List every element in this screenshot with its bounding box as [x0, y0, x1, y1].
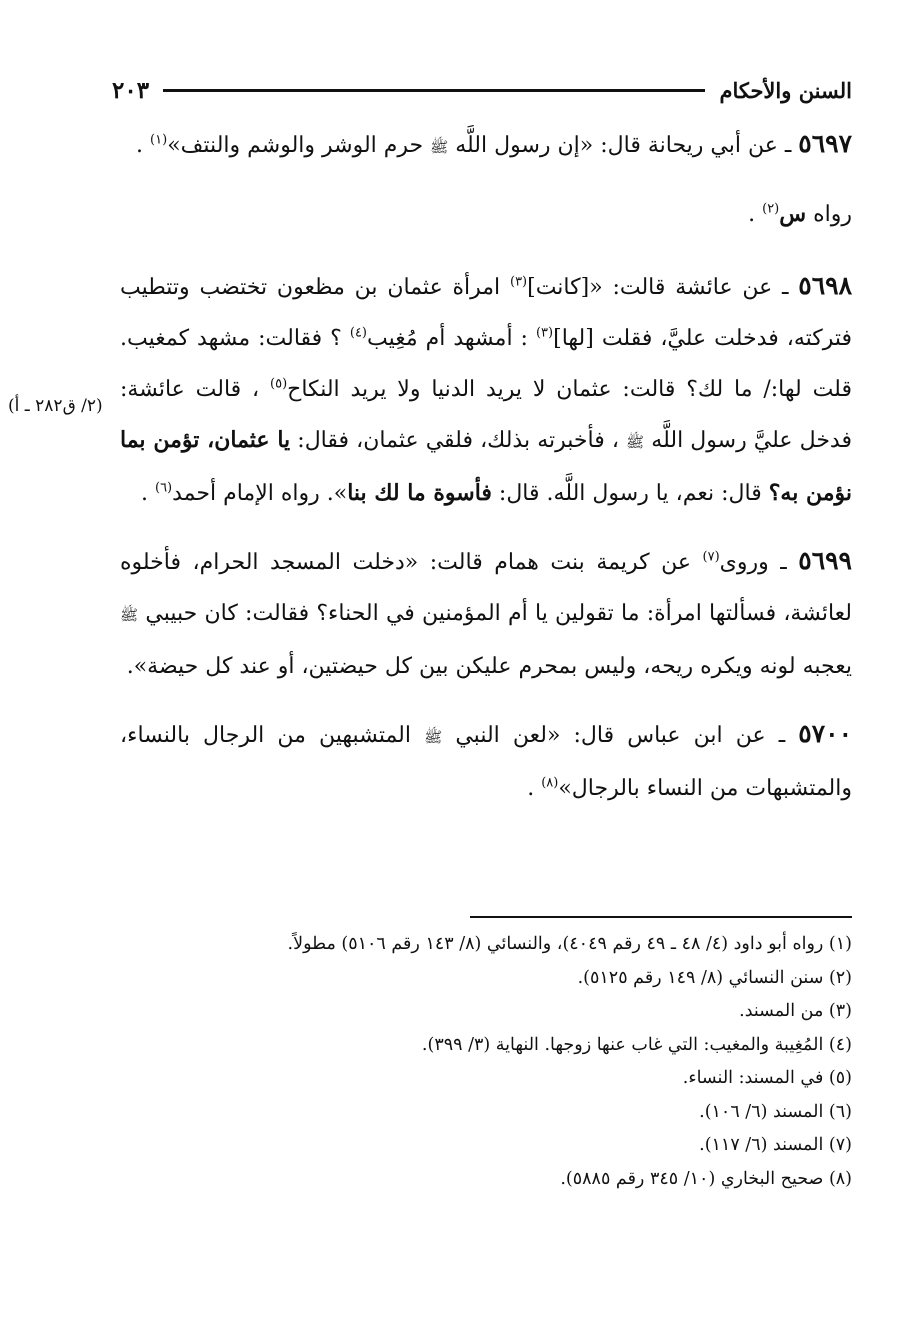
footnote-ref: (٦): [154, 480, 173, 496]
nasai-symbol: س: [779, 201, 807, 227]
header-rule: [163, 89, 705, 92]
narrated-by-line: رواه س$^{(٢)}$ .: [748, 201, 852, 227]
bold-quote: فأسوة ما لك بنا: [347, 480, 492, 506]
footnote-6: (٦) المسند (٦/ ١٠٦).: [699, 1101, 852, 1122]
margin-manuscript-ref: (٢/ ق٢٨٢ ـ أ): [8, 396, 103, 416]
footnote-3: (٣) من المسند.: [739, 1001, 852, 1021]
hadith-number: ٥٦٩٨: [798, 271, 853, 300]
hadith-number: ٥٦٩٧: [798, 129, 852, 158]
footnote-7: (٧) المسند (٦/ ١١٧).: [699, 1135, 852, 1155]
salawat-glyph: ﷺ: [120, 606, 139, 624]
hadith-number: ٥٧٠٠: [798, 719, 852, 748]
salawat-glyph: ﷺ: [430, 138, 449, 156]
footnote-ref: (٢): [762, 201, 780, 217]
footnote-ref: (٨): [541, 775, 559, 791]
footnote-ref: (١): [150, 132, 168, 148]
salawat-glyph: ﷺ: [626, 433, 645, 451]
hadith-5697: ٥٦٩٧ ـ عن أبي ريحانة قال: «إن رسول اللَّه ﷺ حرم الوشر والوشم والنتف»$^{(١)}$ .: [136, 129, 852, 158]
footnote-8: (٨) صحيح البخاري (١٠/ ٣٤٥ رقم ٥٨٨٥).: [560, 1168, 852, 1189]
hadith-5698: ٥٦٩٨ ـ عن عائشة قالت: «[كانت]$^{(٣)}$ امرأة عثمان بن مظعون تختضب وتتطيب فتركته، فدخلت عليَّ، فقلت [لها]$^{(٣)}$ : أمشهد أم مُغِيب$^{(٤)}$ ؟ فقالت: مشهد كمغيب. قلت لها:/ ما لك؟ قالت: عثمان لا يريد الدنيا ولا يريد النكاح$^{(٥)}$ ، قالت عائشة: فدخل عليَّ رسول اللَّه ﷺ ، فأخبرته بذلك، فلقي عثمان، فقال: يا عثمان، تؤمن بما نؤمن به؟ قال: نعم، يا رسول اللَّه. قال: فأسوة ما لك بنا». رواه الإمام أحمد$^{(٦)}$ .: [120, 271, 853, 506]
hadith-5700: ٥٧٠٠ ـ عن ابن عباس قال: «لعن النبي ﷺ المتشبهين من الرجال بالنساء، والمتشبهات من النساء بالرجال»$^{(٨)}$ .: [120, 719, 852, 801]
footnote-ref: (٣): [535, 325, 554, 341]
footnote-ref: (٥): [270, 376, 288, 392]
page-number: ٢٠٣: [112, 76, 150, 104]
footnote-4: (٤) المُغِيبة والمغيب: التي غاب عنها زوجها. النهاية (٣/ ٣٩٩).: [421, 1034, 852, 1055]
footnote-1: (١) رواه أبو داود (٤/ ٤٨ ـ ٤٩ رقم ٤٠٤٩)، والنسائي (٨/ ١٤٣ رقم ٥١٠٦) مطولاً.: [287, 934, 852, 954]
footnote-5: (٥) في المسند: النساء.: [682, 1068, 852, 1088]
main-text: [120, 118, 852, 830]
salawat-glyph: ﷺ: [424, 728, 443, 746]
hadith-5699: ٥٦٩٩ ـ وروى$^{(٧)}$ عن كريمة بنت همام قالت: «دخلت المسجد الحرام، فأخلوه لعائشة، فسألتها امرأة: ما تقولين يا أم المؤمنين في الحناء؟ فقالت: كان حبيبي ﷺ يعجبه لونه ويكره ريحه، وليس بمحرم عليكن بين كل حيضتين، أو عند كل حيضة».: [120, 546, 852, 679]
page-header: [112, 70, 852, 110]
footnote-2: (٢) سنن النسائي (٨/ ١٤٩ رقم ٥١٢٥).: [577, 967, 852, 988]
footnotes: [120, 928, 852, 1196]
footnote-ref: (٧): [702, 549, 720, 565]
footnote-ref: (٤): [349, 325, 367, 341]
bold-quote: يا عثمان، تؤمن بما نؤمن به؟: [120, 427, 852, 506]
running-title: السنن والأحكام: [719, 77, 852, 103]
hadith-number: ٥٦٩٩: [798, 546, 852, 575]
footnote-divider: [470, 916, 852, 918]
footnote-ref: (٣): [509, 274, 528, 290]
